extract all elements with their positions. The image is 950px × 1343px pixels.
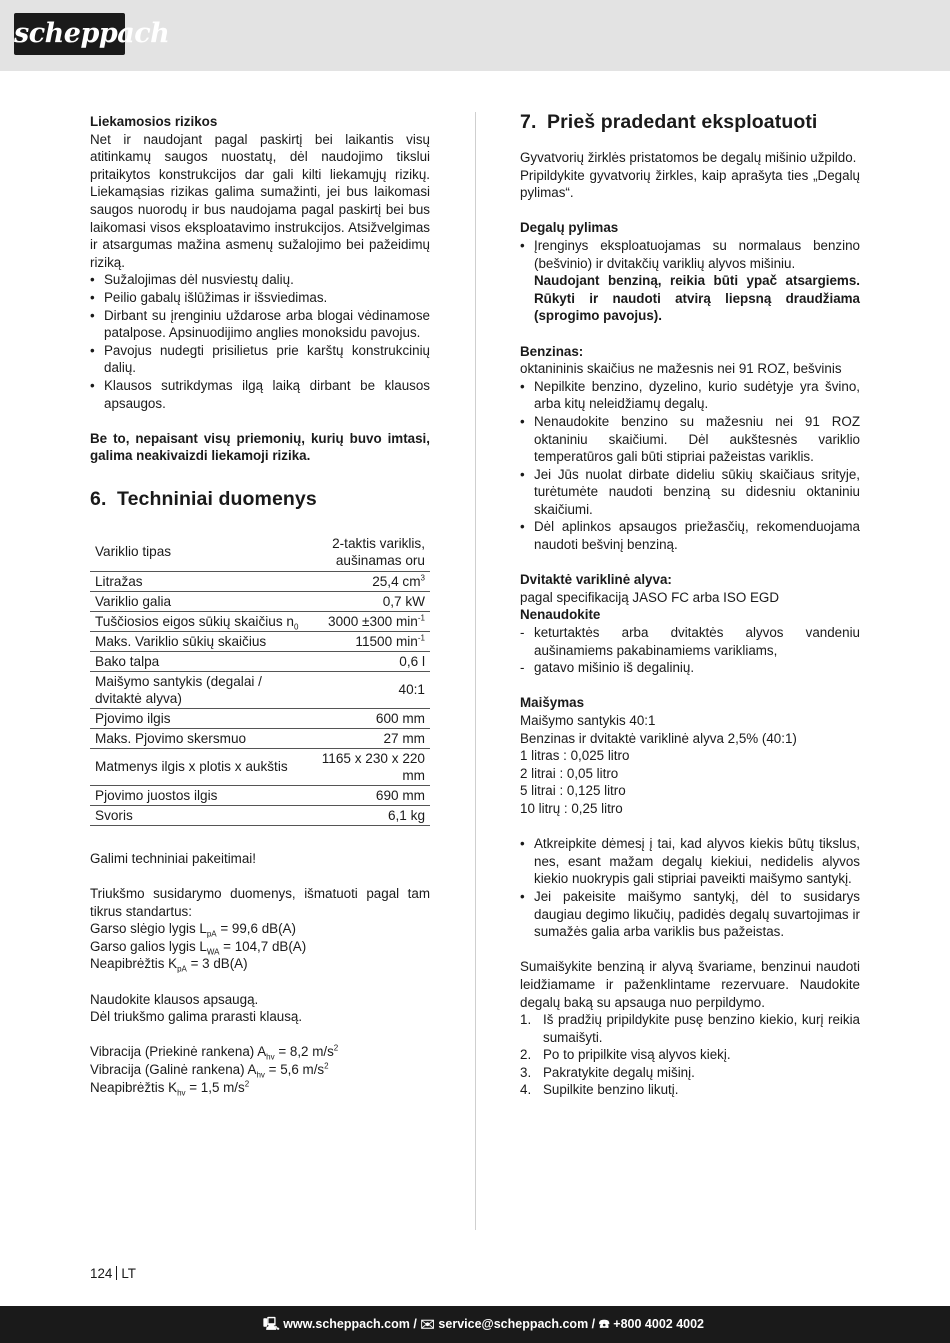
table-row: Matmenys ilgis x plotis x aukštis 1165 x 230 x 220 mm [90, 748, 430, 785]
vibration-rear-handle: Vibracija (Galinė rankena) $A_{hv} = 5,6$ $m/s^2$ [90, 1061, 329, 1080]
list-item: • Pavojus nudegti prisilietus prie karštų konstrukcinių dalių. [90, 342, 430, 377]
header-bar [0, 0, 950, 71]
list-item: • Jei pakeisite maišymo santykį, dėl to susidarys daugiau degimo likučių, padidės degalų suvartojimas ir sumažės galia arba variklis bus pažeistas. [520, 888, 860, 941]
residual-risks-heading: Liekamosios rizikos [90, 114, 218, 129]
email-link[interactable]: service@scheppach.com [438, 1317, 589, 1331]
footer-bar: 🖳 www.scheppach.com / ✉ service@scheppach.com / ☎ +800 4002 4002 [0, 1306, 950, 1343]
mixing-steps [520, 1011, 860, 1099]
list-item: - keturtaktės arba dvitaktės alyvos vandeniu aušinamiems pakabinamiems varikliams, [520, 624, 860, 659]
table-row: Maišymo santykis (degalai / dvitaktė alyva) 40:1 [90, 671, 430, 708]
phone-icon: ☎ [598, 1317, 610, 1331]
mix-line: Maišymo santykis 40:1 [520, 713, 656, 728]
residual-risks-text: Net ir naudojant pagal paskirtį bei laikantis visų atitinkamų saugos nuostatų, dėl naudojimo tikslui pritaikytos konstrukcijos dar gali kilti liekamųjų rizikų. Liekamąsias rizikas galima sumažinti, jei bus laikomasi saugos nuorodų ir bus naudojama pagal paskirtį bei bus laikomasi visos eksploatavimo instrukcijos. Atsižvelgimas ir atsargumas mažina asmenų sužalojimo bei pažeidimų riziką. [90, 131, 430, 270]
list-item: 2. Po to pripilkite visą alyvos kiekį. [520, 1047, 731, 1063]
mixing-list [520, 835, 860, 941]
petrol-heading: Benzinas: [520, 343, 584, 359]
computer-icon: 🖳 [263, 1317, 280, 1331]
residual-risk-warning: Be to, nepaisant visų priemonių, kurių buvo imtasi, galima neakivaizdi liekamoji rizika. [90, 430, 430, 464]
sound-power-level: Garso galios lygis $L_{WA} = 104,7$ dB(A) [90, 938, 307, 957]
vibration-uncertainty: Neapibrėžtis $K_{hv} = 1,5$ $m/s^2$ [90, 1079, 250, 1098]
table-row: Pjovimo juostos ilgis 690 mm [90, 785, 430, 805]
intro-text-2: Pripildykite gyvatvorių žirkles, kaip aprašyta ties „Degalų pylimas“. [520, 167, 860, 201]
list-item: 4. Supilkite benzino likutį. [520, 1082, 679, 1098]
table-row: Litražas 25,4 $cm^3$ [90, 571, 430, 591]
table-row: Variklio galia 0,7 kW [90, 591, 430, 611]
table-row: Tuščiosios eigos sūkių skaičius $n_0$ 3000 ±300 $\min^{-1}$ [90, 611, 430, 631]
mixing-heading: Maišymas [520, 695, 585, 711]
mixing-paragraph: Sumaišykite benziną ir alyvą švariame, benzinui naudoti leidžiamame ir paženklintame rezervuare. Naudokite degalų baką su apsauga nuo perpildymo. [520, 959, 860, 1010]
mix-line: 10 litrų : 0,25 litro [520, 800, 623, 816]
list-item: • Klausos sutrikdymas ilgą laiką dirbant be klausos apsaugos. [90, 377, 430, 412]
table-row: Variklio tipas 2-taktis variklis, aušinamas oru [90, 533, 430, 572]
left-column [90, 113, 430, 1096]
table-row: Pjovimo ilgis 600 mm [90, 708, 430, 728]
oil-warning: Nenaudokite [520, 607, 601, 623]
intro-text: Gyvatvorių žirklės pristatomos be degalų mišinio užpildo. [520, 150, 857, 165]
oil-list [520, 624, 860, 677]
list-item: • Atkreipkite dėmesį į tai, kad alyvos kiekis būtų tikslus, nes, esant mažam degalų kiekiui, nedidelis alyvos kiekio nuokrypis gali stipriai paveikti maišymo santykį. [520, 835, 860, 888]
phone-number[interactable]: +800 4002 4002 [613, 1317, 704, 1331]
list-item: 3. Pakratykite degalų mišinį. [520, 1064, 695, 1080]
ear-protection-note: Naudokite klausos apsaugą. [90, 991, 259, 1007]
oil-spec: pagal specifikaciją JASO FC arba ISO EGD [520, 589, 779, 605]
list-item: 1. Iš pradžių pripildykite pusę benzino kiekio, kurį reikia sumaišyti. [520, 1012, 860, 1045]
tech-data-table [90, 533, 430, 826]
fuel-heading: Degalų pylimas [520, 220, 619, 236]
right-column [520, 110, 860, 1099]
list-item: - gatavo mišinio iš degalinių. [520, 659, 860, 677]
tech-data-heading: 6. Techniniai duomenys [90, 487, 317, 510]
list-item: • Nenaudokite benzino su mažesniu nei 91 ROZ oktaniniu skaičiumi. Dėl aukštesnės variklio temperatūros gali būti stipriai pažeistas variklis. [520, 413, 860, 466]
list-item: • Dirbant su įrenginiu uždarose arba blogai vėdinamose patalpose. Apsinuodijimo anglies monoksidu pavojus. [90, 307, 430, 342]
website-link[interactable]: www.scheppach.com [283, 1317, 410, 1331]
vibration-front-handle: Vibracija (Priekinė rankena) $A_{hv} = 8,2$ $m/s^2$ [90, 1043, 339, 1063]
list-item: • Sužalojimas dėl nusviestų dalių. [90, 271, 430, 289]
list-item: • Jei Jūs nuolat dirbate dideliu sūkių skaičiaus srityje, turėtumėte naudoti benziną su didesniu oktaniniu skaičiumi. [520, 466, 860, 519]
petrol-list [520, 378, 860, 554]
table-row: Maks. Pjovimo skersmuo 27 mm [90, 728, 430, 748]
list-item: • Peilio gabalų išlūžimas ir išsviedimas. [90, 289, 430, 307]
petrol-spec: oktanininis skaičius ne mažesnis nei 91 ROZ, bešvinis [520, 361, 842, 377]
column-divider [475, 112, 476, 1230]
before-operation-heading: 7. Prieš pradedant eksploatuoti [520, 111, 818, 133]
fuel-list [520, 237, 860, 325]
mix-line: 1 litras : 0,025 litro [520, 748, 630, 764]
residual-risks-list [90, 271, 430, 412]
table-row: Svoris 6,1 kg [90, 805, 430, 825]
hearing-loss-note: Dėl triukšmo galima prarasti klausą. [90, 1009, 303, 1025]
mix-line: 2 litrai : 0,05 litro [520, 765, 619, 781]
list-item: • Įrenginys eksploatuojamas su normalaus benzino (bešvinio) ir dvitakčių variklių alyvos mišiniu. Naudojant benziną, reikia būti ypač atsargiems. Rūkyti ir naudoti atvirą liepsną draudžiama (sprogimo pavojus). [520, 237, 860, 325]
mix-line: 5 litrai : 0,125 litro [520, 783, 626, 799]
noise-intro: Triukšmo susidarymo duomenys, išmatuoti pagal tam tikrus standartus: [90, 886, 430, 919]
table-row: Maks. Variklio sūkių skaičius 11500 $\min^{-1}$ [90, 631, 430, 651]
mix-line: Benzinas ir dvitaktė variklinė alyva 2,5% (40:1) [520, 730, 797, 746]
scheppach-logo: scheppach [14, 13, 125, 55]
oil-heading: Dvitaktė variklinė alyva: [520, 572, 672, 588]
list-item: • Dėl aplinkos apsaugos priežasčių, rekomenduojama naudoti bešvinį benziną. [520, 518, 860, 553]
table-row: Bako talpa 0,6 l [90, 651, 430, 671]
noise-uncertainty: Neapibrėžtis $K_{pA} = 3$ dB(A) [90, 956, 248, 975]
technical-changes-note: Galimi techniniai pakeitimai! [90, 850, 256, 866]
list-item: • Nepilkite benzino, dyzelino, kurio sudėtyje yra švino, arba kitų neleidžiamų degalų. [520, 378, 860, 413]
page-number: 124 LT [90, 1266, 136, 1281]
mail-icon: ✉ [420, 1317, 435, 1331]
sound-pressure-level: Garso slėgio lygis $L_{pA} = 99,6$ dB(A) [90, 921, 296, 939]
